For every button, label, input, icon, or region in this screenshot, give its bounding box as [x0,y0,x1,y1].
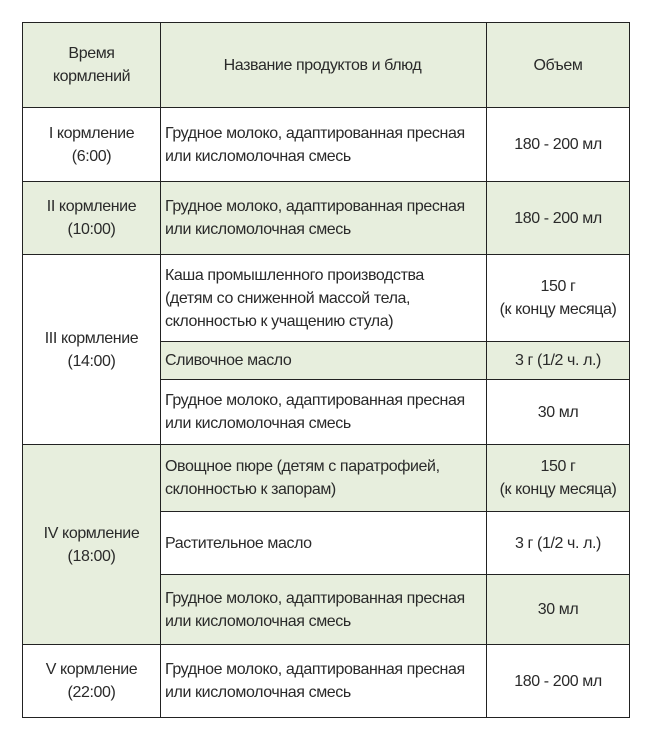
product-line: Грудное молоко, адаптированная пресная [165,198,465,215]
product-line: Грудное молоко, адаптированная пресная [165,661,465,678]
product-cell [161,445,487,512]
volume-line: 150 г [540,458,576,475]
product-line: или кисломолочная смесь [165,221,351,238]
product-cell [161,645,487,718]
volume-line: (к концу месяца) [499,481,617,498]
product-line: Каша промышленного производства [165,266,424,284]
table-row [23,445,630,512]
header-volume: Объем [487,23,630,108]
table-row [23,255,630,342]
product-cell [161,380,487,445]
feeding-name: II кормление [46,198,137,215]
feeding-cell [23,182,161,255]
volume-cell: 30 мл [487,575,630,645]
volume-cell: 3 г (1/2 ч. л.) [487,512,630,575]
product-line: или кисломолочная смесь [165,415,351,432]
product-line: Грудное молоко, адаптированная пресная [165,589,465,607]
product-cell: Растительное масло [161,512,487,575]
feeding-name: III кормление [44,329,139,347]
volume-line: 150 г [540,278,576,295]
header-time-line: кормлений [52,68,131,85]
table-row [23,182,630,255]
feeding-time: (18:00) [67,547,116,565]
header-products: Название продуктов и блюд [161,23,487,108]
feeding-name: I кормление [48,124,135,142]
feeding-time: (10:00) [67,221,116,238]
header-row [23,23,630,108]
volume-cell: 180 - 200 мл [487,108,630,182]
table-row [23,645,630,718]
volume-cell: 3 г (1/2 ч. л.) [487,342,630,380]
header-time-line: Время [68,45,115,62]
feeding-name: V кормление [45,661,138,678]
product-line: Грудное молоко, адаптированная пресная [165,392,465,409]
feeding-cell [23,255,161,445]
product-line: (детям со сниженной массой тела, [165,289,411,307]
table-row [23,108,630,182]
product-line: склонностью к запорам) [165,481,336,498]
volume-cell: 30 мл [487,380,630,445]
product-cell [161,108,487,182]
feeding-cell [23,108,161,182]
volume-cell: 180 - 200 мл [487,645,630,718]
feeding-time: (14:00) [67,352,116,370]
feeding-schedule-table [22,22,630,718]
product-line: Грудное молоко, адаптированная пресная [165,124,465,142]
volume-cell [487,255,630,342]
feeding-name: IV кормление [43,524,140,542]
product-cell [161,182,487,255]
feeding-time: (22:00) [67,684,116,701]
product-line: или кисломолочная смесь [165,684,351,701]
product-line: склонностью к учащению стула) [165,312,394,330]
product-line: или кисломолочная смесь [165,147,351,165]
feeding-time: (6:00) [71,147,112,165]
volume-line: (к концу месяца) [499,301,617,318]
header-time [23,23,161,108]
volume-cell: 180 - 200 мл [487,182,630,255]
feeding-cell [23,445,161,645]
product-cell [161,575,487,645]
product-cell: Сливочное масло [161,342,487,380]
feeding-cell [23,645,161,718]
product-cell [161,255,487,342]
product-line: или кисломолочная смесь [165,612,351,630]
volume-cell [487,445,630,512]
product-line: Овощное пюре (детям с паратрофией, [165,458,440,475]
